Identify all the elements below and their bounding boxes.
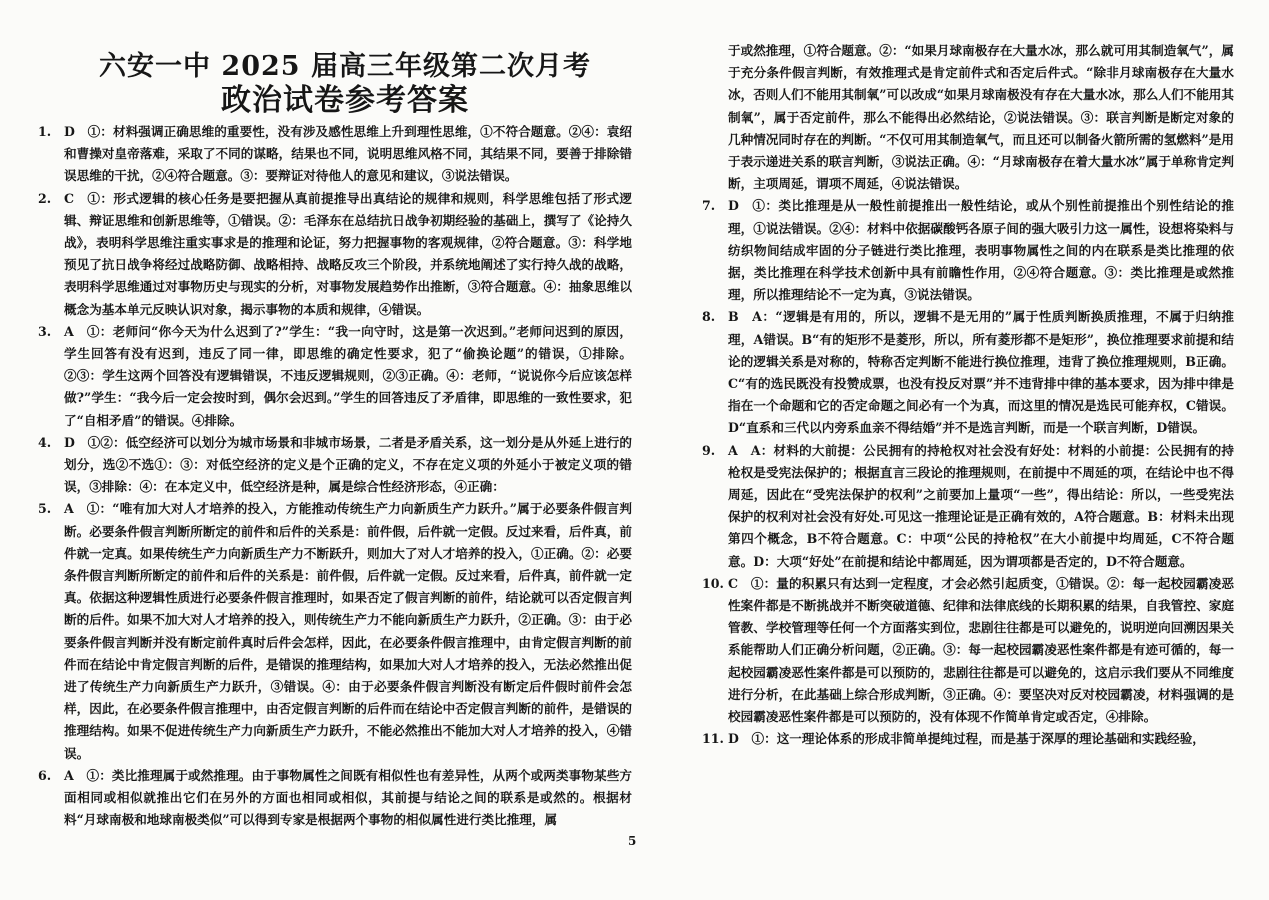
answer-text: D ①：这一理论体系的形成非简单提纯过程，而是基于深厚的理论基础和实践经验，: [728, 731, 1205, 747]
answer-item-11: [702, 728, 1234, 750]
answer-item-2: [38, 188, 632, 321]
answer-number: 7.: [702, 198, 716, 214]
answer-text: A ①：老师问“你今天为什么迟到了?”学生：“我一向守时，这是第一次迟到。”老师问迟到的原因，学生回答有没有迟到，违反了同一律，即思维的确定性要求，犯了“偷换论题”的错误，①排除。②③：学生这两个回答没有逻辑错误，不违反逻辑规则，②③正确。④：老师，“说说你今后应该怎样做?”学生：“我今后一定会按时到，偶尔会迟到。”学生的回答违反了矛盾律，即思维的一致性要求，犯了“自相矛盾”的错误。④排除。: [64, 323, 632, 428]
answer-number: 10.: [702, 575, 724, 591]
answer-item-8: [702, 306, 1234, 439]
answer-number: 9.: [702, 442, 716, 458]
answer-item-6: [38, 765, 632, 832]
answer-text: B A：“逻辑是有用的，所以，逻辑不是无用的”属于性质判断换质推理，不属于归纳推理，A错误。B“有的矩形不是菱形，所以，所有菱形都不是矩形”，换位推理要求前提和结论的逻辑关系是对称的，特称否定判断不能进行换位推理，违背了换位推理规则，B正确。C“有的选民既没有投赞成票，也没有投反对票”并不违背排中律的基本要求，因为排中律是指在一个命题和它的否定命题之间必有一个为真，而这里的情况是选民可能弃权，C错误。D“直系和三代以内旁系血亲不得结婚”并不是选言判断，而是一个联言判断，D错误。: [728, 309, 1234, 436]
answer-number: 11.: [702, 731, 724, 747]
answer-text: D ①②：低空经济可以划分为城市场景和非城市场景，二者是矛盾关系，这一划分是从外延上进行的划分，选②不选①：③：对低空经济的定义是个正确的定义，不存在定义项的外延小于被定义项的错误，③排除：④：在本定义中，低空经济是种，属是综合性经济形态，④正确：: [64, 434, 632, 495]
answer-6-continuation: 于或然推理，①符合题意。②：“如果月球南极存在大量水冰，那么就可用其制造氧气”，属于充分条件假言判断，有效推理式是肯定前件式和否定后件式。“除非月球南极存在大量水冰，否则人们不能用其制氧”可以改成“如果月球南极没有存在大量水冰，那么人们不能用其制氧”，属于否定前件，那么不能得出必然结论，②说法错误。③：联言判断是断定对象的几种情况同时存在的判断。“不仅可用其制造氧气，而且还可以制备火箭所需的氢燃料”是用于表示递进关系的联言判断，③说法正确。④：“月球南极存在着大量水冰”属于单称肯定判断，主项周延，谓项不周延，④说法错误。: [728, 43, 1234, 192]
answer-item-4: [38, 432, 632, 499]
answer-text: C ①：形式逻辑的核心任务是要把握从真前提推导出真结论的规律和规则，科学思维包括了形式逻辑、辩证思维和创新思维等，①错误。②：毛泽东在总结抗日战争初期经验的基础上，撰写了《论持久战》，表明科学思维注重实事求是的推理和论证，努力把握事物的客观规律，②符合题意。③：科学地预见了抗日战争将经过战略防御、战略相持、战略反攻三个阶段，并系统地阐述了实行持久战的战略，表明科学思维通过对事物历史与现实的分析，对事物发展趋势作出推断，③符合题意。④：抽象思维以概念为基本单元反映认识对象，揭示事物的本质和规律，④错误。: [64, 190, 632, 317]
answer-number: 1.: [38, 124, 52, 139]
answer-item-1: [38, 121, 632, 188]
answer-text: A A：材料的大前提：公民拥有的持枪权对社会没有好处：材料的小前提：公民拥有的持枪权是受宪法保护的；根据直言三段论的推理规则，在前提中不周延的项，在结论中也不得周延，因此在“受宪法保护的权利”之前要加上量项“一些”，得出结论：所以，一些受宪法保护的权利对社会没有好处.可见这一推理论证是正确有效的，A符合题意。B：材料未出现第四个概念，B不符合题意。C：中项“公民的持枪权”在大小前提中均周延，C不符合题意。D：大项“好处”在前提和结论中都周延，因为谓项都是否定的，D不符合题意。: [728, 442, 1234, 569]
answer-number: 3.: [38, 323, 52, 339]
answer-number: 8.: [702, 309, 716, 325]
answer-number: 2.: [38, 190, 52, 206]
page-title-line2: 政治试卷参考答案: [221, 83, 469, 118]
answer-text: D ①：材料强调正确思维的重要性，没有涉及感性思维上升到理性思维，①不符合题意。②④：袁绍和曹操对皇帝落难，采取了不同的谋略，结果也不同，说明思维风格不同，其结果不同，要善于排除错误思维的干扰，②④符合题意。③：要辩证对待他人的意见和建议，③说法错误。: [64, 124, 632, 184]
answer-text: D ①：类比推理是从一般性前提推出一般性结论，或从个别性前提推出个别性结论的推理，①说法错误。②④：材料中依据碳酸钙各原子间的强大吸引力这一属性，设想将染料与纺织物间结成牢固的分子链进行类比推理，表明事物属性之间的内在联系是类比推理的依据，类比推理在科学技术创新中具有前瞻性作用，②④符合题意。③：类比推理是或然推理，所以推理结论不一定为真，③说法错误。: [728, 198, 1234, 303]
answer-item-10: [702, 573, 1234, 728]
page-number: 5: [628, 834, 637, 848]
answer-number: 4.: [38, 434, 52, 450]
answer-item-9: [702, 440, 1234, 573]
answer-text: A ①：类比推理属于或然推理。由于事物属性之间既有相似性也有差异性，从两个或两类事物某些方面相同或相似就推出它们在另外的方面也相同或相似，其前提与结论之间的联系是或然的。根据材料“月球南极和地球南极类似”可以得到专家是根据两个事物的相似属性进行类比推理，属: [64, 767, 632, 828]
answer-text: C ①：量的积累只有达到一定程度，才会必然引起质变，①错误。②：每一起校园霸凌恶性案件都是不断挑战并不断突破道德、纪律和法律底线的长期积累的结果，自我管控、家庭管教、学校管理等任何一个方面落实到位，悲剧往往都是可以避免的，说明逆向回溯因果关系能帮助人们正确分析问题，②正确。③：每一起校园霸凌恶性案件都是有迹可循的，每一起校园霸凌恶性案件都是可以预防的，悲剧往往都是可以避免的，这启示我们要从不同维度进行分析，在此基础上综合形成判断，③正确。④：要坚决对反对校园霸凌，材料强调的是校园霸凌恶性案件都是可以预防的，没有体现不作简单肯定或否定，④排除。: [728, 575, 1234, 725]
answer-item-7: [702, 195, 1234, 306]
answer-item-5: [38, 498, 632, 764]
answer-number: 6.: [38, 767, 52, 783]
answer-number: 5.: [38, 501, 52, 517]
answer-text: A ①：“唯有加大对人才培养的投入，方能推动传统生产力向新质生产力跃升。”属于必要条件假言判断。必要条件假言判断所断定的前件和后件的关系是：前件假，后件就一定假。反过来看，后件真，前件就一定真。如果传统生产力向新质生产力不断跃升，则加大了对人才培养的投入，①正确。②：必要条件假言判断所断定的前件和后件的关系是：前件假，后件就一定假。反过来看，后件真，前件就一定真。依据这种逻辑性质进行必要条件假言推理时，如果否定了假言判断的前件，结论就可以否定假言判断的后件。如果不加大对人才培养的投入，则传统生产力不能向新质生产力跃升，②正确。③：由于必要条件假言判断并没有断定前件真时后件会怎样，因此，在必要条件假言推理中，由肯定假言判断的前件而在结论中肯定假言判断的后件，是错误的推理结构，如果加大对人才培养的投入，无法必然推出促进了传统生产力向新质生产力跃升，③错误。④：由于必要条件假言判断没有断定后件假时前件会怎样，因此，在必要条件假言推理中，由否定假言判断的后件而在结论中否定假言判断的前件，是错误的推理结构。如果不促进传统生产力向新质生产力跃升，不能必然推出不能加大对人才培养的投入，④错误。: [64, 501, 632, 761]
answer-item-3: [38, 321, 632, 432]
right-column: [702, 0, 1234, 751]
page-title-line1: 六安一中 2025 届高三年级第二次月考: [99, 51, 591, 82]
left-column: [38, 0, 632, 832]
